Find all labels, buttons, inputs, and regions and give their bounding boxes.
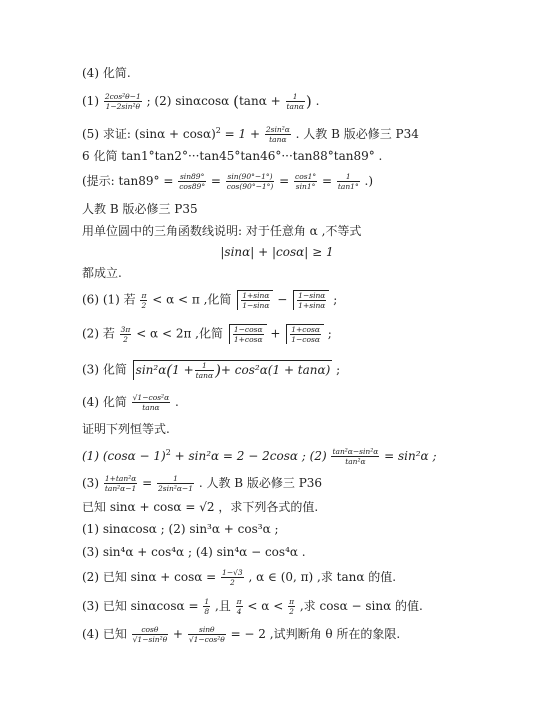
fraction <box>188 625 226 644</box>
text: (6) (1) 若 <box>82 292 136 307</box>
text: + cos²α(1 + tanα) <box>220 363 331 377</box>
radical <box>237 290 273 310</box>
fraction <box>104 92 142 111</box>
text: < α < 2π ,化简 <box>136 326 223 341</box>
text: + <box>172 627 183 641</box>
text: + sin²α = 2 − 2cosα ; (2) <box>170 449 327 463</box>
left-paren: ( <box>166 361 173 380</box>
denominator: 2 <box>289 607 294 616</box>
problem-6 <box>82 147 382 165</box>
problem-6-2 <box>82 324 332 344</box>
fraction <box>221 568 244 587</box>
text: (2) 若 <box>82 326 115 341</box>
problem-6-1 <box>82 290 337 310</box>
text: . <box>174 395 179 409</box>
text: (3) <box>82 476 99 490</box>
numerator: π <box>289 597 295 606</box>
numerator: 1+sinα <box>242 291 270 300</box>
denominator: 8 <box>204 607 210 616</box>
denominator: tanα <box>195 371 214 380</box>
superscript: 2 <box>165 448 171 457</box>
problem-6-4 <box>82 393 179 412</box>
right-paren: ) <box>215 361 221 380</box>
denominator: tan1° <box>337 182 359 191</box>
numerator: π <box>236 597 242 606</box>
numerator: 1 <box>195 361 214 371</box>
fraction <box>132 393 170 412</box>
text: − <box>277 292 288 307</box>
prove-3 <box>82 474 322 493</box>
denominator: 1+cosα <box>233 335 263 344</box>
denominator: 4 <box>236 607 242 616</box>
text: tanα + <box>238 94 281 108</box>
radical <box>293 290 329 310</box>
text: (4) 化简 <box>82 395 127 409</box>
fraction <box>290 325 321 344</box>
problem-4-quadrant <box>82 625 400 644</box>
numerator: 3π <box>120 324 131 334</box>
text: = <box>279 174 290 188</box>
text: (5) 求证: (sinα + cosα) <box>82 127 216 141</box>
given-items-1-2 <box>82 520 279 538</box>
text: 1 + <box>172 363 194 377</box>
text: (3) 化简 <box>82 362 127 377</box>
numerator: cosθ <box>132 625 168 635</box>
fraction <box>203 597 210 616</box>
text: < α < <box>247 599 284 613</box>
text: (1) <box>82 94 99 108</box>
superscript: 2 <box>215 126 221 135</box>
fraction <box>297 291 326 310</box>
numerator: √1−cos²α <box>132 393 170 402</box>
numerator: cos1° <box>295 172 317 181</box>
text: = − 2 ,试判断角 θ 所在的象限. <box>230 627 401 641</box>
text: ; <box>336 362 341 377</box>
problem-5 <box>82 122 419 144</box>
text: 用单位圆中的三角函数线说明: 对于任意角 α ,不等式 <box>82 224 362 238</box>
text: (1) sinαcosα ; (2) sin³α + cos³α ; <box>82 522 279 536</box>
text: = <box>142 476 153 490</box>
numerator: tan²α−sin²α <box>332 447 379 456</box>
fraction <box>331 447 379 466</box>
denominator: tanα <box>142 403 160 412</box>
fraction <box>233 325 264 344</box>
fraction <box>294 172 317 191</box>
source-note <box>82 200 198 218</box>
numerator: 1+cosα <box>291 325 320 334</box>
fraction <box>236 597 243 616</box>
text: (4) 化简. <box>82 66 131 80</box>
right-paren: ) <box>305 92 312 111</box>
text: (3) 已知 sinαcosα = <box>82 599 199 613</box>
text: (3) sin⁴α + cos⁴α ; (4) sin⁴α − cos⁴α . <box>82 545 306 559</box>
numerator: 1 <box>337 172 360 182</box>
text: 都成立. <box>82 266 122 280</box>
radical <box>133 360 333 380</box>
text: 人教 B 版必修三 P35 <box>82 202 198 216</box>
left-paren: ( <box>233 92 239 111</box>
numerator: 1−√3 <box>222 568 243 577</box>
fraction <box>265 125 291 144</box>
prove-1-2 <box>82 444 437 466</box>
text: < α < π ,化简 <box>152 292 232 307</box>
numerator: sinθ <box>188 625 226 635</box>
text: ; <box>333 292 338 307</box>
fraction <box>120 325 132 344</box>
fraction <box>195 361 214 380</box>
text: . <box>315 94 320 108</box>
fraction <box>288 597 295 616</box>
denominator: 2 <box>229 578 235 587</box>
denominator: sin1° <box>295 182 316 191</box>
denominator: tan²α−1 <box>104 484 137 493</box>
text: sin²α <box>135 363 167 377</box>
numerator: 1−cosα <box>233 325 263 334</box>
numerator: sin(90°−1°) <box>227 172 273 181</box>
fraction <box>140 291 147 310</box>
inequality <box>0 243 554 261</box>
denominator: cos89° <box>179 182 206 191</box>
numerator: 2sin²α <box>265 125 290 134</box>
denominator: √1−sin²θ <box>132 635 168 644</box>
text: .) <box>364 174 374 188</box>
numerator: 1+tan²α <box>104 474 137 483</box>
denominator: 2 <box>141 300 147 310</box>
numerator: 1 <box>157 474 194 484</box>
text: + <box>270 326 281 341</box>
fraction <box>286 92 305 111</box>
fraction <box>132 625 168 644</box>
fraction <box>157 474 194 493</box>
fraction <box>337 172 360 191</box>
problem-2-tan <box>82 568 396 587</box>
text: = sin²α ; <box>384 449 437 463</box>
fraction <box>178 172 206 191</box>
text: = <box>210 174 221 188</box>
text: (4) 已知 <box>82 627 127 641</box>
text: 6 化简 tan1°tan2°···tan45°tan46°···tan88°tan89° . <box>82 149 383 163</box>
denominator: 1−sinα <box>242 301 270 310</box>
denominator: tanα <box>269 135 287 144</box>
numerator: 1 <box>286 92 305 102</box>
denominator: 2sin²α−1 <box>158 484 193 493</box>
text: (1) (cosα − 1) <box>82 449 166 463</box>
radical <box>229 324 267 344</box>
problem-4-heading <box>82 64 131 82</box>
text: . 人教 B 版必修三 P34 <box>295 127 419 141</box>
denominator: tan²α <box>345 457 366 466</box>
text: = 1 + <box>220 127 261 141</box>
text: |sinα| + |cosα| ≥ 1 <box>220 245 334 259</box>
denominator: 2 <box>123 334 128 344</box>
holds-line <box>82 264 122 282</box>
radical <box>286 324 324 344</box>
numerator: 1 <box>204 597 210 606</box>
denominator: cos(90°−1°) <box>226 182 274 191</box>
unit-circle-question <box>82 222 361 240</box>
numerator: 2cos²θ−1 <box>104 92 141 101</box>
text: ,求 cosα − sinα 的值. <box>299 599 423 613</box>
fraction <box>241 291 270 310</box>
fraction <box>104 474 137 493</box>
text: ; (2) sinαcosα <box>146 94 230 108</box>
numerator: 1−sinα <box>298 291 326 300</box>
numerator: sin89° <box>179 172 205 181</box>
problem-4-items <box>82 92 319 111</box>
denominator: 1−2sin²θ <box>105 102 140 111</box>
problem-6-3 <box>82 360 340 380</box>
given-items-3-4 <box>82 543 306 561</box>
text: ; <box>327 326 332 341</box>
text: 已知 sinα + cosα = √2 ，求下列各式的值. <box>82 500 319 514</box>
problem-3-diff <box>82 597 423 616</box>
prove-heading <box>82 420 170 438</box>
hint-line <box>82 172 373 191</box>
denominator: 1−cosα <box>291 335 320 344</box>
text: (提示: tan89° = <box>82 174 174 188</box>
text: (2) 已知 sinα + cosα = <box>82 570 217 584</box>
text: ,且 <box>214 599 231 613</box>
text: = <box>321 174 333 188</box>
denominator: 1+sinα <box>298 301 326 310</box>
denominator: √1−cos²θ <box>188 635 225 644</box>
text: , α ∈ (0, π) ,求 tanα 的值. <box>248 570 397 584</box>
numerator: π <box>141 290 147 300</box>
given-sum <box>82 498 318 516</box>
text: 证明下列恒等式. <box>82 422 170 436</box>
denominator: tanα <box>286 102 304 111</box>
fraction <box>226 172 275 191</box>
text: . 人教 B 版必修三 P36 <box>198 476 323 490</box>
